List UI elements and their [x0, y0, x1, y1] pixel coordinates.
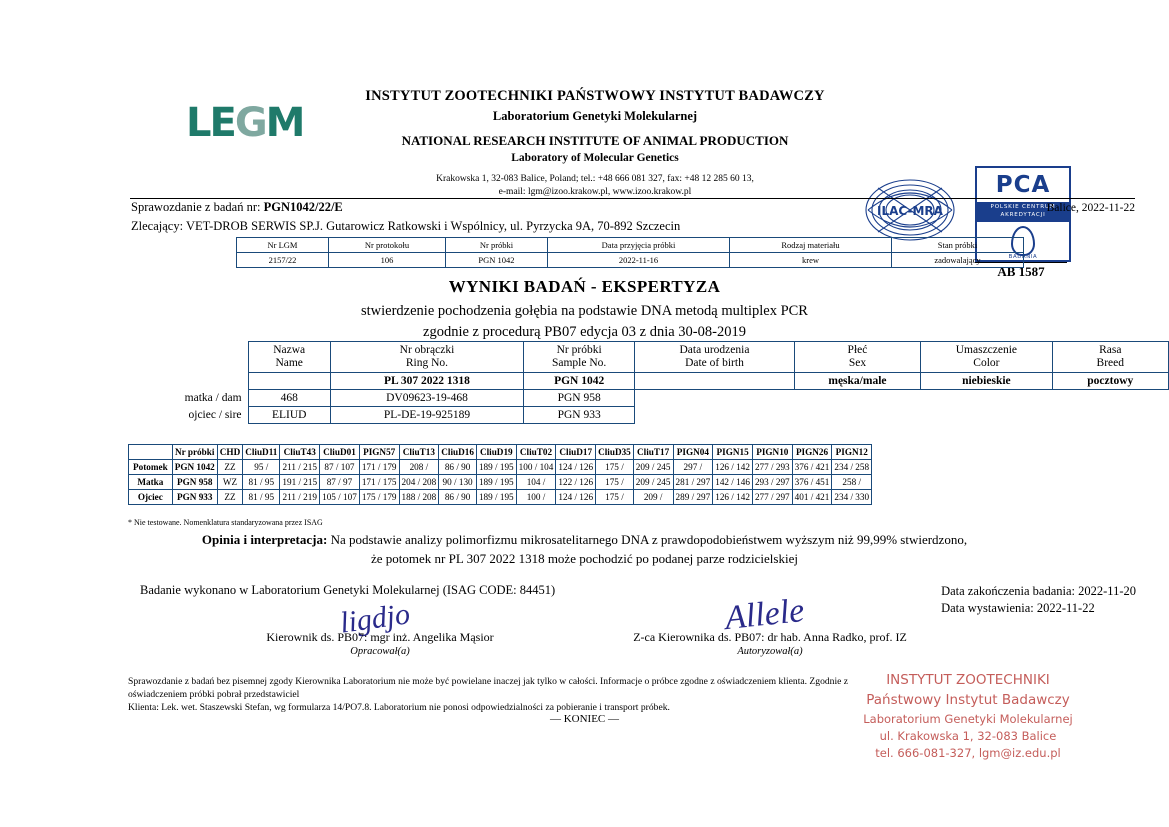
col-breed: Rasa Breed [1052, 342, 1168, 373]
table-row-dam [129, 475, 872, 490]
cell-breed [1052, 407, 1168, 424]
col-cliud01: CliuD01 [320, 445, 360, 460]
signature-role-left: Opracował(a) [350, 646, 410, 657]
pca-band-line-2: AKREDYTACJI [1000, 211, 1046, 218]
col-blank [129, 445, 173, 460]
cell-cliut02: 100 / 104 [516, 460, 556, 475]
cell-cliud35: 175 / [596, 475, 634, 490]
cell-birth [635, 373, 795, 390]
col-cliud19: CliuD19 [476, 445, 516, 460]
col-cliud11: CliuD11 [243, 445, 280, 460]
cell-pign15: 126 / 142 [713, 460, 753, 475]
cell-breed: pocztowy [1052, 373, 1168, 390]
pedigree-table [128, 341, 1169, 424]
cell-pign12: 258 / [832, 475, 872, 490]
cell-cliud19: 189 / 195 [476, 460, 516, 475]
opinion-line-1: Na podstawie analizy polimorfizmu mikrosatelitarnego DNA z prawdopodobieństwem wyższym niż 99,99% stwierdzono, [330, 532, 968, 547]
signature-handwriting-right: Allele [723, 591, 806, 638]
institute-name-en: NATIONAL RESEARCH INSTITUTE OF ANIMAL PRODUCTION [401, 133, 789, 148]
col-cliut17: CliuT17 [633, 445, 673, 460]
cell-sample: PGN 958 [172, 475, 217, 490]
cell-cliut43: 211 / 219 [280, 490, 320, 505]
cell-cliud35: 175 / [596, 460, 634, 475]
cell-breed [1052, 390, 1168, 407]
lab-name-en: Laboratory of Molecular Genetics [511, 152, 679, 164]
col-pign26: PIGN26 [792, 445, 832, 460]
lgm-logo [186, 100, 304, 146]
col-cliut13: CliuT13 [399, 445, 439, 460]
signature-block-left [250, 630, 510, 657]
cell-sex [794, 407, 920, 424]
signature-name-right: Z-ca Kierownika ds. PB07: dr hab. Anna Radko, prof. IZ [633, 630, 907, 644]
stamp-line-1: INSTYTUT ZOOTECHNIKI [886, 672, 1050, 688]
address-line-2: e-mail: lgm@izoo.krakow.pl, www.izoo.krakow.pl [498, 186, 692, 197]
col-cliut43: CliuT43 [280, 445, 320, 460]
table-header-row [128, 342, 1169, 373]
results-title: WYNIKI BADAŃ - EKSPERTYZA [448, 277, 721, 296]
cell-rodzaj-materialu: krew [730, 253, 892, 268]
cell-pign10: 293 / 297 [752, 475, 792, 490]
col-pign04: PIGN04 [673, 445, 713, 460]
institute-stamp [818, 670, 1118, 762]
col-stan-probki: Stan próbki [892, 238, 1024, 253]
cell-pign15: 142 / 146 [713, 475, 753, 490]
table-row-offspring [129, 460, 872, 475]
svg-text:ILAC-MRA: ILAC-MRA [877, 204, 943, 218]
footer-line-1: Sprawozdanie z badań bez pisemnej zgody Kierownika Laboratorium nie może być powielane inaczej jak tylko w całości. Informacje o próbce zgodne z oświadczeniem klienta. Zgodnie z oświadczeniem próbki pobrał przedstawiciel [128, 676, 849, 700]
cell-cliud11: 81 / 95 [243, 475, 280, 490]
cell-sample: PGN 933 [524, 407, 635, 424]
cell-pign57: 171 / 175 [359, 475, 399, 490]
cell-cliud01: 87 / 107 [320, 460, 360, 475]
row-label: Matka [129, 475, 173, 490]
cell-pign04: 297 / [673, 460, 713, 475]
cell-nr-probki: PGN 1042 [446, 253, 548, 268]
pca-band-line-1: POLSKIE CENTRUM [990, 204, 1056, 210]
cell-cliud17: 122 / 126 [556, 475, 596, 490]
row-label-dam: matka / dam [184, 392, 242, 405]
cell-name: ELIUD [248, 407, 330, 424]
cell-cliut43: 191 / 215 [280, 475, 320, 490]
institute-heading [310, 88, 880, 199]
cell-pign57: 171 / 179 [359, 460, 399, 475]
execution-dates [941, 583, 1136, 617]
col-nr-protokolu: Nr protokołu [329, 238, 446, 253]
cell-cliud16: 90 / 130 [439, 475, 477, 490]
cell-nr-lgm: 2157/22 [237, 253, 329, 268]
cell-sample: PGN 1042 [524, 373, 635, 390]
cell-pign26: 401 / 421 [792, 490, 832, 505]
cell-pign10: 277 / 297 [752, 490, 792, 505]
cell-cliut13: 204 / 208 [399, 475, 439, 490]
col-cliud35: CliuD35 [596, 445, 634, 460]
signature-name-left: Kierownik ds. PB07: mgr inż. Angelika Mąsior [266, 630, 494, 644]
col-pign12: PIGN12 [832, 445, 872, 460]
col-chd: CHD [217, 445, 242, 460]
cell-cliud16: 86 / 90 [439, 460, 477, 475]
report-number-value: PGN1042/22/E [263, 200, 343, 214]
cell-chd: WZ [217, 475, 242, 490]
table-row-sire [128, 407, 1169, 424]
cell-ring: PL-DE-19-925189 [330, 407, 523, 424]
cell-name [248, 373, 330, 390]
cell-name: 468 [248, 390, 330, 407]
sample-info-table [236, 237, 1024, 268]
cell-cliud19: 189 / 195 [476, 490, 516, 505]
document-footer [128, 676, 888, 715]
col-ring-no: Nr obrączki Ring No. [330, 342, 523, 373]
cell-birth [635, 390, 795, 407]
execution-note: Badanie wykonano w Laboratorium Genetyki Molekularnej (ISAG CODE: 84451) [140, 583, 556, 597]
cell-cliut13: 208 / [399, 460, 439, 475]
cell-pign04: 281 / 297 [673, 475, 713, 490]
pca-badanie-label: BADANIA [1008, 254, 1038, 261]
col-name: Nazwa Name [248, 342, 330, 373]
footer-line-2: Klienta: Lek. wet. Staszewski Stefan, wg formularza 14/PO7.8. Laboratorium nie ponosi odpowiedzialności za pobieranie i transport próbek. [128, 701, 670, 713]
cell-cliud01: 105 / 107 [320, 490, 360, 505]
signature-handwriting-left: ligdjo [337, 597, 412, 640]
header-divider [130, 198, 1135, 199]
cell-pign10: 277 / 293 [752, 460, 792, 475]
cell-cliut02: 104 / [516, 475, 556, 490]
opinion-line-2: że potomek nr PL 307 2022 1318 może pochodzić po podanej parze rodzicielskiej [371, 550, 798, 566]
issue-date: Data wystawienia: 2022-11-22 [941, 600, 1095, 615]
table-row-offspring [128, 373, 1169, 390]
col-pign15: PIGN15 [713, 445, 753, 460]
cell-pign26: 376 / 421 [792, 460, 832, 475]
cell-stan-probki: zadowalający [892, 253, 1024, 268]
table-header-row [129, 445, 872, 460]
cell-cliut43: 211 / 215 [280, 460, 320, 475]
cell-pign12: 234 / 258 [832, 460, 872, 475]
end-marker: — KONIEC — [549, 713, 620, 725]
cell-cliut17: 209 / 245 [633, 460, 673, 475]
cell-cliud17: 124 / 126 [556, 460, 596, 475]
table-header-row [237, 238, 1024, 253]
report-number-label: Sprawozdanie z badań nr: [131, 200, 261, 214]
cell-sex: męska/male [794, 373, 920, 390]
cell-nr-protokolu: 106 [329, 253, 446, 268]
cell-pign15: 126 / 142 [713, 490, 753, 505]
cell-cliut02: 100 / [516, 490, 556, 505]
marker-table-footnote: * Nie testowane. Nomenklatura standaryzowana przez ISAG [128, 518, 323, 527]
col-data-przyjecia: Data przyjęcia próbki [548, 238, 730, 253]
col-sample-no: Nr próbki Sample No. [524, 342, 635, 373]
col-cliud16: CliuD16 [439, 445, 477, 460]
cell-pign57: 175 / 179 [359, 490, 399, 505]
stamp-line-5: tel. 666-081-327, lgm@iz.edu.pl [875, 746, 1061, 760]
cell-cliud19: 189 / 195 [476, 475, 516, 490]
row-label-sire: ojciec / sire [188, 409, 242, 422]
cell-data-przyjecia: 2022-11-16 [548, 253, 730, 268]
cell-color [921, 407, 1052, 424]
cell-pign12: 234 / 330 [832, 490, 872, 505]
cell-chd: ZZ [217, 490, 242, 505]
col-cliud17: CliuD17 [556, 445, 596, 460]
table-row-sire [129, 490, 872, 505]
col-pign57: PIGN57 [359, 445, 399, 460]
address-line-1: Krakowska 1, 32-083 Balice, Poland; tel.: +48 666 081 327, fax: +48 12 285 60 13, [436, 174, 754, 184]
logo-text-le: LE [186, 100, 235, 146]
stamp-line-4: ul. Krakowska 1, 32-083 Balice [879, 728, 1057, 743]
institute-name-pl: INSTYTUT ZOOTECHNIKI PAŃSTWOWY INSTYTUT BADAWCZY [365, 88, 825, 104]
logo-text-m: M [265, 100, 304, 146]
col-date-of-birth: Data urodzenia Date of birth [635, 342, 795, 373]
cell-cliut17: 209 / [633, 490, 673, 505]
cell-ring: DV09623-19-468 [330, 390, 523, 407]
client-label: Zlecający: [131, 219, 184, 233]
cell-birth [635, 407, 795, 424]
signature-role-right: Autoryzował(a) [737, 646, 803, 657]
col-nr-lgm: Nr LGM [237, 238, 329, 253]
cell-cliud01: 87 / 97 [320, 475, 360, 490]
dna-marker-table [128, 444, 872, 505]
client-line [131, 219, 680, 234]
col-cliut02: CliuT02 [516, 445, 556, 460]
cell-color [921, 390, 1052, 407]
cell-pign04: 289 / 297 [673, 490, 713, 505]
accreditation-number: AB 1587 [975, 262, 1067, 280]
opinion-block [0, 531, 1169, 569]
cell-sample: PGN 1042 [172, 460, 217, 475]
pca-title: PCA [995, 172, 1051, 198]
cell-cliut13: 188 / 208 [399, 490, 439, 505]
opinion-label: Opinia i interpretacja: [201, 532, 328, 547]
logo-text-g: G [234, 100, 266, 146]
cell-chd: ZZ [217, 460, 242, 475]
cell-pign26: 376 / 451 [792, 475, 832, 490]
end-date: Data zakończenia badania: 2022-11-20 [941, 584, 1136, 598]
client-value: VET-DROB SERWIS SP.J. Gutarowicz Ratkowski i Wspólnicy, ul. Pyrzycka 9A, 70-892 Szczecin [185, 219, 681, 233]
col-rodzaj-materialu: Rodzaj materiału [730, 238, 892, 253]
col-nr-probki: Nr próbki [446, 238, 548, 253]
cell-ring: PL 307 2022 1318 [330, 373, 523, 390]
signature-block-right [620, 630, 920, 657]
col-pign10: PIGN10 [752, 445, 792, 460]
stamp-line-2: Państwowy Instytut Badawczy [866, 692, 1070, 709]
report-place-date: Balice, 2022-11-22 [1046, 202, 1135, 214]
cell-cliut17: 209 / 245 [633, 475, 673, 490]
cell-cliud11: 95 / [243, 460, 280, 475]
stamp-line-3: Laboratorium Genetyki Molekularnej [863, 711, 1073, 726]
cell-cliud16: 86 / 90 [439, 490, 477, 505]
cell-cliud17: 124 / 126 [556, 490, 596, 505]
cell-cliud35: 175 / [596, 490, 634, 505]
row-label-offspring [128, 373, 248, 390]
results-subtitle-2: zgodnie z procedurą PB07 edycja 03 z dnia 30-08-2019 [423, 324, 746, 340]
lab-name-pl: Laboratorium Genetyki Molekularnej [492, 109, 698, 123]
row-label: Ojciec [129, 490, 173, 505]
col-sex: Płeć Sex [794, 342, 920, 373]
col-sample-no: Nr próbki [172, 445, 217, 460]
table-row [237, 253, 1024, 268]
report-number-line [131, 200, 343, 215]
cell-cliud11: 81 / 95 [243, 490, 280, 505]
cell-sex [794, 390, 920, 407]
cell-sample: PGN 958 [524, 390, 635, 407]
cell-color: niebieskie [921, 373, 1052, 390]
results-subtitle-1: stwierdzenie pochodzenia gołębia na podstawie DNA metodą multiplex PCR [361, 303, 808, 319]
cell-sample: PGN 933 [172, 490, 217, 505]
row-label: Potomek [129, 460, 173, 475]
table-row-dam [128, 390, 1169, 407]
results-title-block [0, 277, 1169, 341]
col-color: Umaszczenie Color [921, 342, 1052, 373]
